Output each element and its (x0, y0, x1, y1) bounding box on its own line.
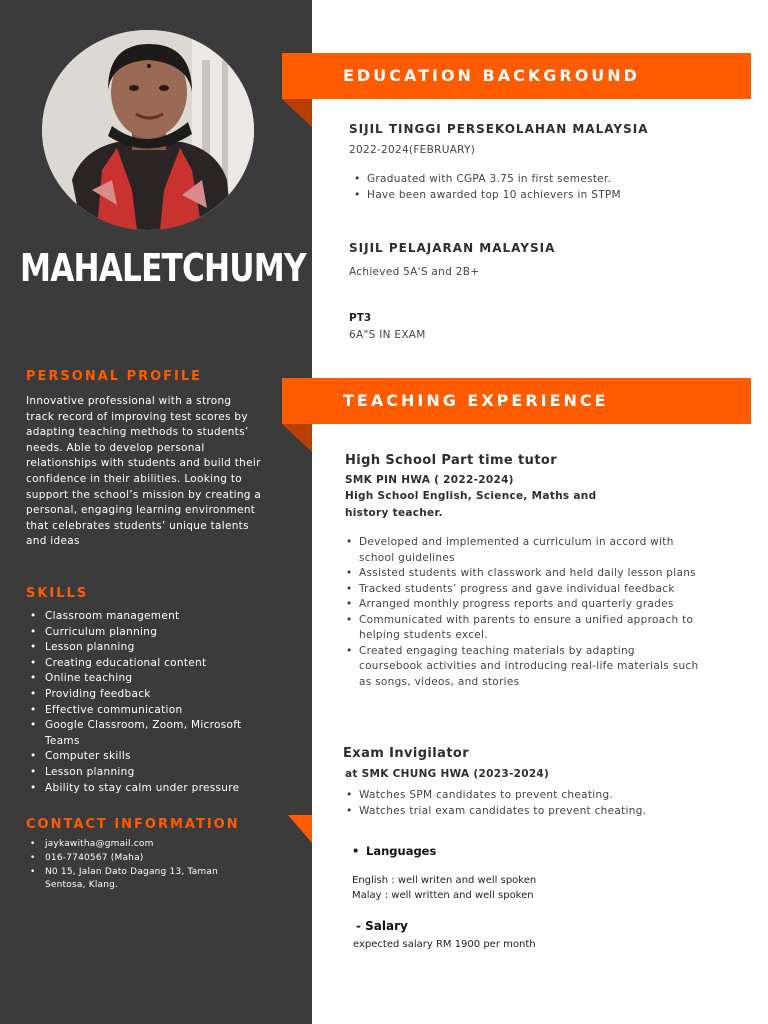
teaching-fold-decoration (282, 424, 312, 452)
language-english: English : well writen and well spoken (352, 875, 537, 886)
salary-heading: - Salary (356, 919, 408, 933)
salary-text: expected salary RM 1900 per month (353, 939, 536, 950)
tutor-points (341, 535, 701, 690)
contact-phone[interactable]: • 016-7740567 (Maha) (26, 852, 256, 866)
list-item: • Classroom management (26, 609, 256, 625)
list-item: • Lesson planning (26, 765, 256, 781)
stpm-date: 2022-2024(FEBRUARY) (349, 144, 476, 156)
spm-title: SIJIL PELAJARAN MALAYSIA (349, 241, 556, 255)
teaching-band (282, 378, 751, 424)
list-item: • Watches trial exam candidates to prevent cheating. (341, 804, 721, 820)
spm-result: Achieved 5A'S and 2B+ (349, 266, 480, 278)
list-item: • Assisted students with classwork and held daily lesson plans (341, 566, 701, 582)
education-heading: EDUCATION BACKGROUND (343, 66, 640, 85)
profile-text: Innovative professional with a strong track record of improving test scores by adapting teaching methods to students’ needs. Able to develop personal relationships with students and build their confidence in their abilities. Looking to support the school’s mission by creating a personal, engaging learning environment that celebrates students’ unique talents and ideas (26, 395, 262, 548)
list-item: • Online teaching (26, 671, 256, 687)
sidebar (0, 0, 312, 1024)
list-item: • Curriculum planning (26, 625, 256, 641)
list-item: • Arranged monthly progress reports and quarterly grades (341, 597, 701, 613)
education-fold-decoration (282, 99, 312, 127)
tutor-subjects-line1: High School English, Science, Maths and (345, 490, 597, 502)
contact-email[interactable]: • jaykawitha@gmail.com (26, 838, 256, 852)
invigilator-title: Exam Invigilator (343, 746, 470, 761)
list-item: • Lesson planning (26, 640, 256, 656)
profile-heading: PERSONAL PROFILE (26, 369, 203, 384)
language-malay: Malay : well written and well spoken (352, 890, 534, 901)
tutor-school: SMK PIN HWA ( 2022-2024) (345, 474, 514, 486)
invigilator-school: at SMK CHUNG HWA (2023-2024) (345, 768, 550, 780)
list-item: • Computer skills (26, 749, 256, 765)
pt3-result: 6A"S IN EXAM (349, 329, 426, 341)
languages-heading-text: Languages (366, 844, 437, 858)
contact-heading: CONTACT INFORMATION (26, 817, 240, 832)
tutor-title: High School Part time tutor (345, 453, 558, 468)
languages-heading (352, 844, 436, 858)
list-item: • Created engaging teaching materials by adapting coursebook activities and introducing real-life materials such as songs, videos, and stories (341, 644, 701, 691)
list-item: • Graduated with CGPA 3.75 in first semester. (349, 172, 709, 188)
list-item: • Have been awarded top 10 achievers in STPM (349, 188, 709, 204)
pt3-title: PT3 (349, 312, 372, 324)
list-item: • Communicated with parents to ensure a unified approach to helping students excel. (341, 613, 701, 644)
bullet-icon: • (352, 844, 360, 858)
contact-list (26, 838, 256, 893)
list-item: • Effective communication (26, 703, 256, 719)
list-item: • Providing feedback (26, 687, 256, 703)
list-item: • Watches SPM candidates to prevent cheating. (341, 788, 721, 804)
contact-corner-decoration (288, 815, 312, 843)
list-item: • Developed and implemented a curriculum in accord with school guidelines (341, 535, 701, 566)
teaching-heading: TEACHING EXPERIENCE (343, 391, 609, 410)
list-item: • Tracked students’ progress and gave individual feedback (341, 582, 701, 598)
skills-heading: SKILLS (26, 586, 89, 601)
tutor-subjects-line2: history teacher. (345, 507, 443, 519)
profile-photo (42, 30, 254, 230)
stpm-title: SIJIL TINGGI PERSEKOLAHAN MALAYSIA (349, 122, 649, 136)
skills-list (26, 609, 256, 796)
list-item: • Creating educational content (26, 656, 256, 672)
candidate-name: MAHALETCHUMY (20, 246, 306, 290)
education-band (282, 53, 751, 99)
contact-address: • N0 15, Jalan Dato Dagang 13, Taman Sentosa, Klang. (26, 866, 256, 894)
stpm-points (349, 172, 709, 203)
list-item: • Ability to stay calm under pressure (26, 781, 256, 797)
list-item: • Google Classroom, Zoom, Microsoft Teams (26, 718, 256, 749)
invigilator-points (341, 788, 721, 819)
portrait-image (42, 30, 254, 230)
